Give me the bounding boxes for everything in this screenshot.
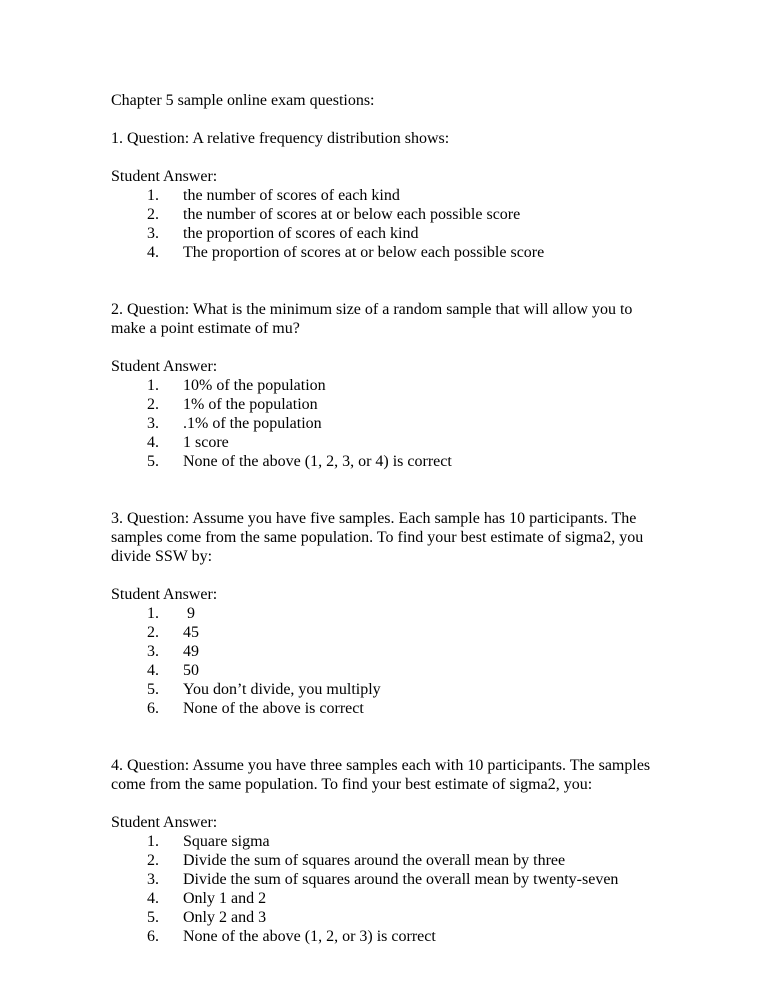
answer-option bbox=[111, 623, 671, 642]
option-text: Divide the sum of squares around the overall mean by three bbox=[183, 852, 566, 869]
option-number: 4. bbox=[147, 890, 159, 907]
question-2 bbox=[111, 300, 671, 471]
option-text: None of the above is correct bbox=[183, 700, 364, 717]
option-text: the proportion of scores of each kind bbox=[183, 225, 419, 242]
answer-option bbox=[111, 205, 671, 224]
option-text: You don’t divide, you multiply bbox=[183, 681, 381, 698]
answer-option bbox=[111, 908, 671, 927]
option-text: None of the above (1, 2, or 3) is correct bbox=[183, 928, 436, 945]
option-number: 2. bbox=[147, 852, 159, 869]
answer-option bbox=[111, 224, 671, 243]
option-text: 50 bbox=[183, 662, 199, 679]
option-text: None of the above (1, 2, 3, or 4) is correct bbox=[183, 453, 452, 470]
answer-option bbox=[111, 661, 671, 680]
option-number: 2. bbox=[147, 396, 159, 413]
option-number: 5. bbox=[147, 453, 159, 470]
option-number: 4. bbox=[147, 244, 159, 261]
option-number: 3. bbox=[147, 415, 159, 432]
option-number: 4. bbox=[147, 662, 159, 679]
option-number: 2. bbox=[147, 206, 159, 223]
option-number: 1. bbox=[147, 377, 159, 394]
option-text: Square sigma bbox=[183, 833, 270, 850]
question-prompt: 1. Question: A relative frequency distribution shows: bbox=[111, 130, 450, 147]
option-text: 9 bbox=[183, 605, 195, 622]
answer-option bbox=[111, 889, 671, 908]
answer-option bbox=[111, 851, 671, 870]
student-answer-label: Student Answer: bbox=[111, 168, 218, 185]
question-prompt: 3. Question: Assume you have five samples. Each sample has 10 participants. The samples come from the same population. To find your best estimate of sigma2, you divide SSW by: bbox=[111, 510, 644, 565]
answer-options bbox=[111, 186, 671, 262]
answer-option bbox=[111, 832, 671, 851]
answer-option bbox=[111, 452, 671, 471]
answer-option bbox=[111, 927, 671, 946]
document-page bbox=[111, 91, 671, 946]
option-number: 6. bbox=[147, 928, 159, 945]
option-text: 1 score bbox=[183, 434, 229, 451]
option-text: .1% of the population bbox=[183, 415, 322, 432]
student-answer-label: Student Answer: bbox=[111, 814, 218, 831]
option-number: 4. bbox=[147, 434, 159, 451]
option-text: the number of scores of each kind bbox=[183, 187, 400, 204]
option-number: 5. bbox=[147, 681, 159, 698]
page-title: Chapter 5 sample online exam questions: bbox=[111, 92, 375, 109]
answer-option bbox=[111, 376, 671, 395]
option-text: The proportion of scores at or below each possible score bbox=[183, 244, 545, 261]
student-answer-label: Student Answer: bbox=[111, 358, 218, 375]
answer-options bbox=[111, 376, 671, 471]
option-text: 45 bbox=[183, 624, 199, 641]
answer-option bbox=[111, 870, 671, 889]
answer-option bbox=[111, 680, 671, 699]
answer-option bbox=[111, 186, 671, 205]
option-text: Divide the sum of squares around the overall mean by twenty-seven bbox=[183, 871, 619, 888]
answer-option bbox=[111, 604, 671, 623]
option-number: 6. bbox=[147, 700, 159, 717]
question-3 bbox=[111, 509, 671, 718]
option-text: 10% of the population bbox=[183, 377, 326, 394]
question-4 bbox=[111, 756, 671, 946]
answer-options bbox=[111, 832, 671, 946]
option-number: 5. bbox=[147, 909, 159, 926]
option-text: the number of scores at or below each possible score bbox=[183, 206, 521, 223]
option-number: 3. bbox=[147, 225, 159, 242]
answer-option bbox=[111, 243, 671, 262]
answer-option bbox=[111, 433, 671, 452]
student-answer-label: Student Answer: bbox=[111, 586, 218, 603]
option-number: 1. bbox=[147, 605, 159, 622]
option-number: 3. bbox=[147, 871, 159, 888]
option-number: 1. bbox=[147, 833, 159, 850]
option-text: Only 1 and 2 bbox=[183, 890, 267, 907]
question-1 bbox=[111, 129, 671, 262]
question-prompt: 4. Question: Assume you have three samples each with 10 participants. The samples come from the same population. To find your best estimate of sigma2, you: bbox=[111, 757, 651, 793]
option-number: 2. bbox=[147, 624, 159, 641]
answer-option bbox=[111, 642, 671, 661]
answer-option bbox=[111, 395, 671, 414]
answer-option bbox=[111, 699, 671, 718]
answer-options bbox=[111, 604, 671, 718]
option-text: 49 bbox=[183, 643, 199, 660]
question-prompt: 2. Question: What is the minimum size of a random sample that will allow you to make a point estimate of mu? bbox=[111, 301, 633, 337]
option-number: 1. bbox=[147, 187, 159, 204]
answer-option bbox=[111, 414, 671, 433]
option-text: Only 2 and 3 bbox=[183, 909, 267, 926]
option-number: 3. bbox=[147, 643, 159, 660]
option-text: 1% of the population bbox=[183, 396, 318, 413]
